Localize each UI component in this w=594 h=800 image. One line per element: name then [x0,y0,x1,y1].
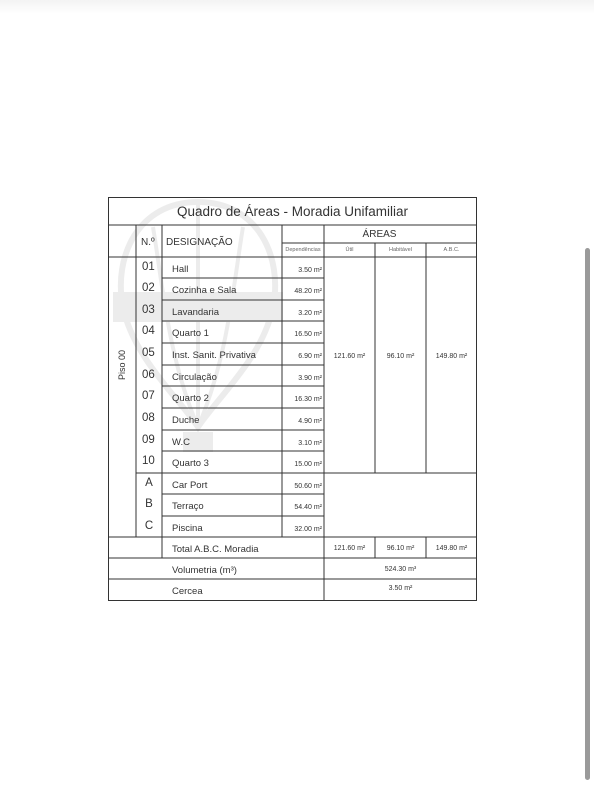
merged-habitavel: 96.10 m² [386,353,415,360]
room-name: Quarto 1 [172,328,209,339]
room-name: Cozinha e Sala [172,285,237,296]
volumetria-value: 524.30 m³ [384,566,417,573]
extra-name: Terraço [172,501,204,512]
room-name: W.C [172,437,190,448]
room-name: Hall [172,264,189,275]
room-area: 15.00 m² [294,461,322,468]
room-number: 07 [142,390,155,402]
cercea-label: Cercea [172,586,203,597]
room-name: Duche [172,415,200,426]
extra-area: 54.40 m² [294,504,322,511]
top-bar [0,0,594,14]
room-area: 16.50 m² [294,331,322,338]
room-area: 16.30 m² [294,396,322,403]
room-area: 6.90 m² [298,353,322,360]
room-number: 03 [142,304,155,316]
room-area: 48.20 m² [294,288,322,295]
room-number: 02 [142,282,155,294]
volumetria-label: Volumetria (m³) [172,565,237,576]
room-area: 3.90 m² [298,375,322,382]
room-area: 3.50 m² [298,267,322,274]
room-number: 05 [142,347,155,359]
subheader-habitavel: Habitável [389,247,412,253]
room-area: 3.20 m² [298,310,322,317]
merged-abc: 149.80 m² [435,353,468,360]
total-abc: 149.80 m² [435,545,468,552]
merged-util: 121.60 m² [333,353,366,360]
subheader-dependencias: Dependências [285,247,321,253]
room-number: 10 [142,455,155,467]
room-name: Quarto 2 [172,393,209,404]
header-designacao: DESIGNAÇÃO [166,237,233,248]
subheader-util: Útil [345,247,354,253]
header-areas: ÁREAS [362,229,397,240]
room-number: 01 [142,261,155,273]
extra-name: Piscina [172,523,203,534]
extra-name: Car Port [172,480,208,491]
room-number: 06 [142,369,155,381]
extra-letter: B [145,498,153,510]
room-name: Lavandaria [172,307,220,318]
extra-area: 50.60 m² [294,483,322,490]
cercea-value: 3.50 m² [388,585,413,592]
room-number: 08 [142,412,155,424]
total-label: Total A.B.C. Moradia [172,544,259,555]
scrollbar[interactable] [585,248,590,780]
areas-table [108,197,477,601]
room-number: 04 [142,325,155,337]
room-number: 09 [142,434,155,446]
total-util: 121.60 m² [333,545,366,552]
table-title: Quadro de Áreas - Moradia Unifamiliar [176,204,409,219]
room-name: Quarto 3 [172,458,209,469]
room-name: Inst. Sanit. Privativa [172,350,256,361]
header-num: N.º [141,237,155,248]
extra-area: 32.00 m² [294,526,322,533]
subheader-abc: A.B.C. [443,247,460,253]
room-area: 3.10 m² [298,440,322,447]
total-habitavel: 96.10 m² [386,545,415,552]
extra-letter: C [144,520,154,532]
extra-letter: A [145,477,153,489]
piso-label: Piso 00 [117,349,127,381]
room-name: Circulação [172,372,217,383]
room-area: 4.90 m² [298,418,322,425]
